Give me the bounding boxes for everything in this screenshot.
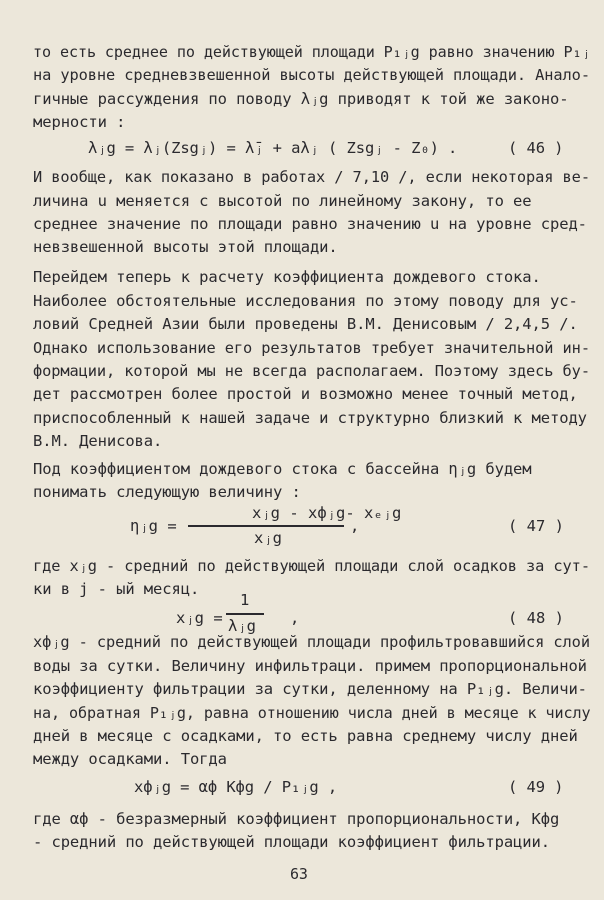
- equation-number: ( 46 ): [508, 139, 564, 157]
- eq48-denominator: λⱼg: [228, 617, 256, 635]
- eq48-comma: ,: [290, 609, 300, 627]
- text-line: то есть среднее по действующей площади P₁ⱼg равно значению P₁ⱼ: [33, 43, 591, 61]
- eq47-comma: ,: [350, 517, 360, 535]
- text-line: среднее значение по площади равно значению u на уровне сред-: [33, 215, 587, 233]
- text-line: понимать следующую величину :: [33, 483, 301, 501]
- text-line: xфⱼg - средний по действующей площади профильтровавшийся слой: [33, 633, 590, 651]
- text-line: ловий Средней Азии были проведены В.М. Денисовым / 2,4,5 /.: [33, 315, 578, 333]
- text-line: воды за сутки. Величину инфильтраци. примем пропорциональной: [33, 657, 587, 675]
- text-line: приспособленный к нашей задаче и структурно близкий к методу: [33, 409, 587, 427]
- text-line: гичные рассуждения по поводу λⱼg приводят к той же законо-: [33, 90, 569, 108]
- fraction-bar: [226, 613, 264, 615]
- eq48-numerator: 1: [240, 591, 250, 609]
- eq47-numerator: xⱼg - xфⱼg- xₑⱼg: [252, 504, 402, 522]
- text-line: ки в j - ый месяц.: [33, 580, 200, 598]
- text-line: - средний по действующей площади коэффициент фильтрации.: [33, 833, 550, 851]
- eq48-left: xⱼg =: [176, 609, 223, 627]
- text-line: дней в месяце с осадками, то есть равна среднему числу дней: [33, 727, 578, 745]
- fraction-bar: [188, 525, 344, 527]
- text-line: где αф - безразмерный коэффициент пропорциональности, Kфg: [33, 810, 560, 828]
- equation-number: ( 48 ): [508, 609, 564, 627]
- text-line: коэффициенту фильтрации за сутки, деленному на P₁ⱼg. Величи-: [33, 680, 587, 698]
- page-number: 63: [290, 865, 308, 883]
- text-line: И вообще, как показано в работах / 7,10 /, если некоторая ве-: [33, 168, 590, 186]
- equation-number: ( 47 ): [508, 517, 564, 535]
- equation-46: λⱼg = λⱼ(Zsgⱼ) = λ̄ⱼ + aλⱼ ( Zsgⱼ - Z₀) .: [88, 139, 458, 157]
- text-line: личина u меняется с высотой по линейному закону, то ее: [33, 192, 532, 210]
- text-line: Под коэффициентом дождевого стока с бассейна ηⱼg будем: [33, 460, 532, 478]
- text-line: мерности :: [33, 113, 126, 131]
- eq47-denominator: xⱼg: [254, 529, 282, 547]
- equation-49: xфⱼg = αф Kфg / P₁ⱼg ,: [134, 778, 338, 796]
- text-line: на уровне средневзвешенной высоты действующей площади. Анало-: [33, 66, 590, 84]
- text-line: невзвешенной высоты этой площади.: [33, 238, 338, 256]
- text-line: между осадками. Тогда: [33, 750, 227, 768]
- text-line: В.М. Денисова.: [33, 432, 163, 450]
- text-line: Наиболее обстоятельные исследования по этому поводу для ус-: [33, 292, 578, 310]
- eq47-left: ηⱼg =: [130, 517, 177, 535]
- equation-number: ( 49 ): [508, 778, 564, 796]
- text-line: где xⱼg - средний по действующей площади слой осадков за сут-: [33, 557, 590, 575]
- text-line: Перейдем теперь к расчету коэффициента дождевого стока.: [33, 268, 541, 286]
- text-line: Однако использование его результатов требует значительной ин-: [33, 339, 590, 357]
- text-line: на, обратная P₁ⱼg, равна отношению числа дней в месяце к числу: [33, 704, 591, 722]
- text-line: формации, которой мы не всегда располагаем. Поэтому здесь бу-: [33, 362, 590, 380]
- text-line: дет рассмотрен более простой и возможно менее точный метод,: [33, 385, 578, 403]
